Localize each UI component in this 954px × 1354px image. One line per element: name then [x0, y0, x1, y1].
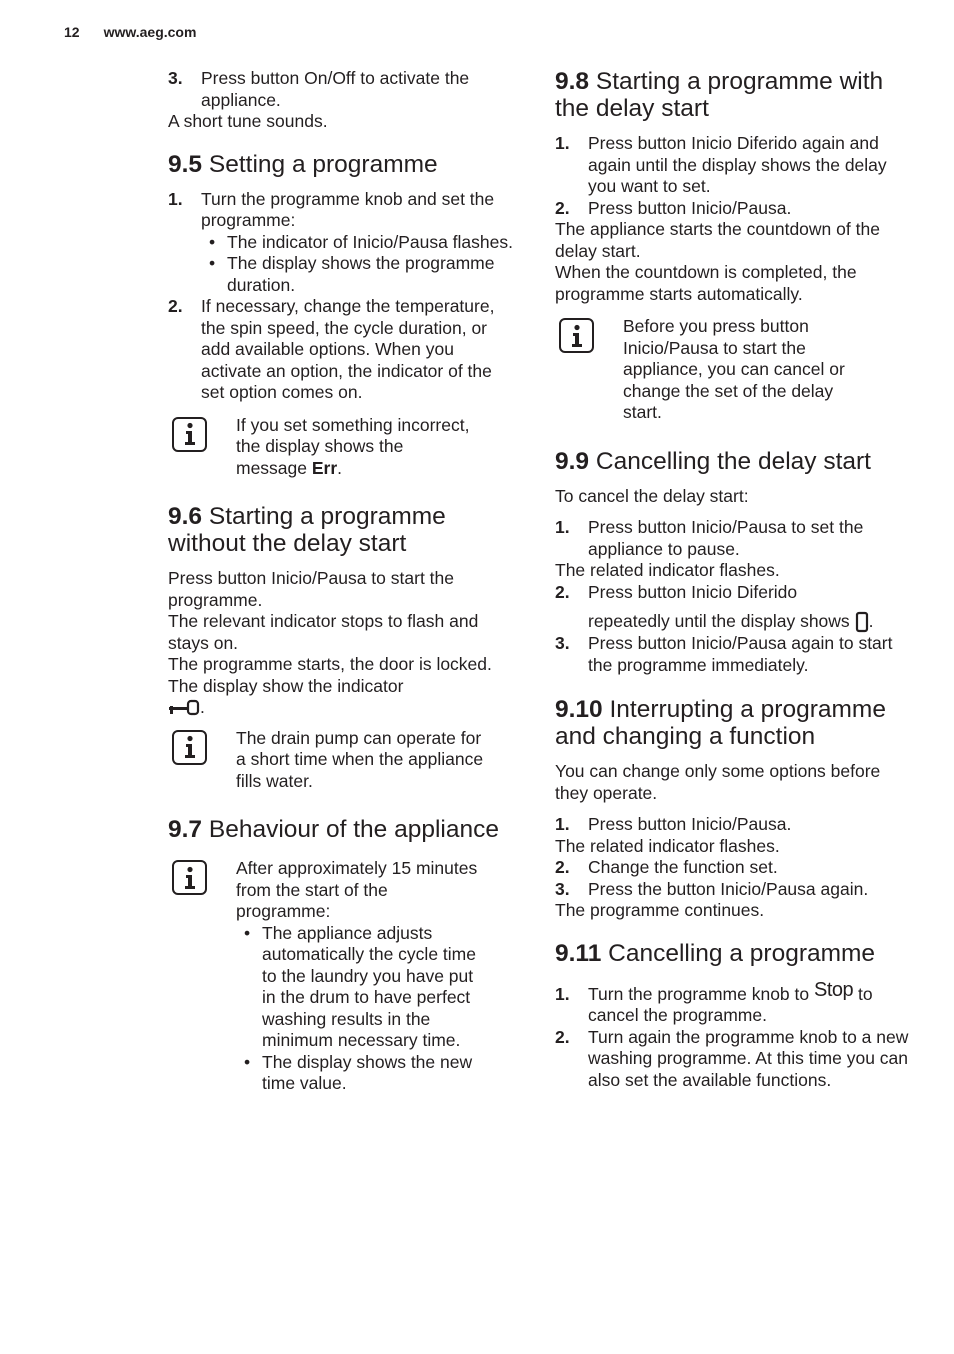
step-item: [168, 189, 518, 297]
step-item: [555, 978, 910, 1027]
section-heading-9-11: [555, 940, 910, 967]
paragraph: The related indicator flashes.: [555, 835, 780, 856]
section-heading-9-5: [168, 151, 518, 178]
paragraph: Press button Inicio/Pausa to start the programme.: [168, 568, 454, 610]
section-title: Setting a programme: [208, 150, 438, 178]
step-item: [555, 879, 910, 901]
step-number: 3.: [168, 68, 183, 88]
bullet-text: The display shows the new time value.: [262, 1051, 473, 1093]
paragraph: The programme continues.: [555, 900, 765, 921]
bullet-dot: •: [244, 922, 251, 943]
section-heading-9-10: [555, 696, 910, 750]
step-text: repeatedly until the display shows: [588, 611, 850, 631]
step-item: [555, 133, 910, 198]
section-number: 9.9: [555, 447, 590, 475]
step-item: [168, 296, 518, 404]
bullet-text: The display shows the programme duration.: [227, 253, 495, 295]
section-title: Interrupting a programme and changing a function: [555, 696, 886, 751]
step-number: 1.: [168, 188, 183, 209]
bullet-item: [201, 253, 518, 296]
info-note: [168, 415, 478, 480]
step-number: 1.: [555, 983, 570, 1004]
step-item: [555, 814, 910, 836]
info-icon: [559, 318, 594, 353]
door-lock-icon: [168, 699, 200, 717]
step-number: 2.: [555, 581, 570, 602]
step-text: Turn the programme knob and set the programme:: [201, 188, 495, 230]
info-text: Before you press button Inicio/Pausa to start the appliance, you can cancel or change the set of the delay start.: [623, 316, 845, 422]
section-title: Starting a programme with the delay start: [555, 68, 884, 122]
page-header: [64, 24, 220, 40]
bullet-text: The appliance adjusts automatically the cycle time to the laundry you have put in the drum to have perfect washing results in the minimum necessary time.: [262, 922, 476, 1050]
section-title: Behaviour of the appliance: [208, 816, 499, 843]
section-title: Cancelling a programme: [608, 939, 876, 967]
step-text: Press button Inicio/Pausa again to start the programme immediately.: [588, 633, 893, 675]
step-item: [555, 517, 910, 560]
step-number: 1.: [555, 814, 570, 835]
step-text: Turn the programme knob to Stop to cancel the programme.: [588, 978, 873, 1026]
paragraph: When the countdown is completed, the programme starts automatically.: [555, 262, 857, 304]
bullet-item: [201, 232, 518, 254]
step-item: [555, 198, 910, 220]
bullet-dot: •: [209, 231, 216, 252]
step-text: If necessary, change the temperature, the spin speed, the cycle duration, or add available options. When you activate an option, the indicator of the set option comes on.: [201, 296, 495, 402]
step-text: Press button Inicio/Pausa to set the appliance to pause.: [588, 517, 864, 559]
step-number: 2.: [555, 197, 570, 218]
paragraph: The relevant indicator stops to flash and stays on.: [168, 611, 479, 653]
step-item: 2. Press button Inicio Diferido repeatedly until the display shows .: [555, 582, 910, 634]
info-text: After approximately 15 minutes from the start of the programme:: [236, 858, 478, 921]
section-number: 9.10: [555, 696, 603, 724]
bullet-dot: •: [244, 1051, 251, 1072]
step-number: 2.: [555, 1026, 570, 1047]
step-number: 1.: [555, 133, 570, 153]
paragraph: The programme starts, the door is locked. The display show the indicator .: [168, 654, 492, 717]
info-text: If you set something incorrect, the display shows the message Err.: [236, 414, 470, 478]
section-number: 9.7: [168, 816, 203, 843]
paragraph: You can change only some options before they operate.: [555, 761, 881, 803]
step-text: Press button Inicio/Pausa.: [588, 197, 792, 218]
step-number: 2.: [168, 296, 183, 316]
step-item: [168, 68, 518, 111]
bullet-dot: •: [209, 253, 216, 273]
left-column: [168, 68, 518, 1095]
step-text: Press button Inicio/Pausa.: [588, 814, 792, 835]
section-heading-9-7: [168, 816, 518, 843]
info-note: [168, 858, 483, 1095]
step-number: 2.: [555, 857, 570, 878]
section-number: 9.5: [168, 150, 203, 178]
right-column: [555, 68, 910, 1091]
paragraph: A short tune sounds.: [168, 111, 328, 131]
website: www.aeg.com: [103, 24, 197, 40]
bullet-item: [236, 923, 483, 1052]
step-text: Change the function set.: [588, 857, 778, 878]
step-number: 1.: [555, 517, 570, 537]
stop-symbol: Stop: [814, 978, 854, 1001]
section-number: 9.11: [555, 939, 602, 967]
section-title: Cancelling the delay start: [595, 447, 871, 475]
display-zero-icon: [855, 611, 869, 633]
section-number: 9.6: [168, 503, 203, 530]
step-text: Press button Inicio Diferido: [588, 581, 798, 602]
bullet-item: [236, 1052, 483, 1095]
info-note: [555, 316, 875, 424]
section-heading-9-9: [555, 448, 910, 475]
step-item: [555, 633, 910, 676]
page-number: 12: [64, 24, 80, 40]
step-item: [555, 1027, 910, 1092]
paragraph: To cancel the delay start:: [555, 485, 749, 506]
info-note: [168, 728, 488, 793]
section-heading-9-8: [555, 68, 910, 122]
step-text: Press button On/Off to activate the appliance.: [201, 68, 470, 110]
paragraph: The related indicator flashes.: [555, 560, 780, 580]
step-text: Press the button Inicio/Pausa again.: [588, 878, 869, 899]
section-title: Starting a programme without the delay start: [168, 503, 446, 557]
section-number: 9.8: [555, 68, 590, 95]
info-icon: [172, 860, 207, 895]
step-number: 3.: [555, 878, 570, 899]
info-icon: [172, 730, 207, 765]
info-text: The drain pump can operate for a short time when the appliance fills water.: [236, 727, 484, 791]
step-number: 3.: [555, 633, 570, 654]
step-text: Press button Inicio Diferido again and again until the display shows the delay you want to set.: [588, 133, 887, 196]
info-icon: [172, 417, 207, 452]
bullet-text: The indicator of Inicio/Pausa flashes.: [227, 231, 513, 252]
error-message: Err: [311, 457, 338, 478]
section-heading-9-6: [168, 503, 518, 557]
step-text: Turn again the programme knob to a new washing programme. At this time you can also set the available functions.: [588, 1026, 909, 1090]
step-item: [555, 857, 910, 879]
paragraph: The appliance starts the countdown of the delay start.: [555, 219, 880, 261]
